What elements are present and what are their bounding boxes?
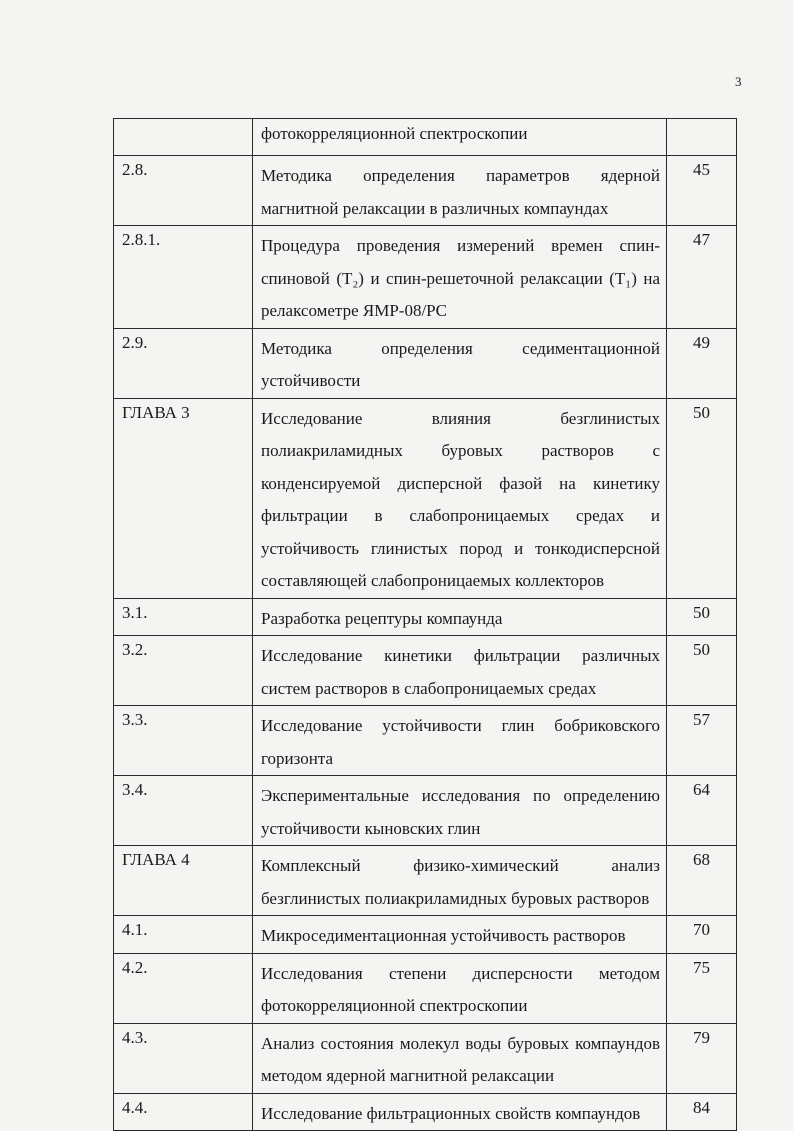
toc-section-title: Анализ состояния молекул воды буровых компаундов методом ядерной магнитной релаксации	[261, 1033, 660, 1085]
toc-section-number: ГЛАВА 4	[114, 846, 253, 916]
toc-row	[114, 916, 737, 954]
toc-row	[114, 1023, 737, 1093]
toc-section-number: 3.4.	[114, 776, 253, 846]
toc-row	[114, 598, 737, 636]
toc-section-title-cell	[253, 706, 667, 776]
toc-row	[114, 328, 737, 398]
toc-section-number: 4.3.	[114, 1023, 253, 1093]
toc-row	[114, 953, 737, 1023]
toc-section-title: Методика определения параметров ядерной магнитной релаксации в различных компаундах	[261, 166, 660, 218]
toc-section-title-cell	[253, 1023, 667, 1093]
toc-row	[114, 706, 737, 776]
toc-row	[114, 156, 737, 226]
toc-page-number: 50	[667, 636, 737, 706]
toc-row	[114, 636, 737, 706]
toc-section-title: фотокорреляционной спектроскопии	[261, 124, 528, 143]
toc-section-title-cell	[253, 598, 667, 636]
toc-section-title-cell	[253, 916, 667, 954]
toc-section-number: 4.2.	[114, 953, 253, 1023]
toc-section-title: Микроседиментационная устойчивость растворов	[261, 926, 626, 945]
toc-section-title-cell	[253, 776, 667, 846]
toc-page-number: 75	[667, 953, 737, 1023]
toc-page-number: 84	[667, 1093, 737, 1131]
toc-page-number: 50	[667, 398, 737, 598]
toc-page-number: 50	[667, 598, 737, 636]
toc-page-number	[667, 119, 737, 156]
toc-section-title-cell	[253, 953, 667, 1023]
toc-section-title: Экспериментальные исследования по определению устойчивости кыновских глин	[261, 786, 660, 838]
toc-section-number: 3.1.	[114, 598, 253, 636]
toc-section-number: ГЛАВА 3	[114, 398, 253, 598]
toc-row	[114, 776, 737, 846]
toc-section-title: Исследования степени дисперсности методом фотокорреляционной спектроскопии	[261, 963, 660, 1015]
toc-page-number: 64	[667, 776, 737, 846]
toc-section-number: 2.8.	[114, 156, 253, 226]
toc-section-title-cell	[253, 636, 667, 706]
toc-row	[114, 119, 737, 156]
toc-section-title: Исследование устойчивости глин бобриковского горизонта	[261, 716, 660, 768]
toc-page-number: 68	[667, 846, 737, 916]
toc-section-number	[114, 119, 253, 156]
toc-row	[114, 1093, 737, 1131]
toc-section-title-cell	[253, 1093, 667, 1131]
toc-section-title-cell	[253, 119, 667, 156]
toc-page-number: 47	[667, 226, 737, 329]
toc-section-number: 4.4.	[114, 1093, 253, 1131]
toc-section-title-cell	[253, 226, 667, 329]
toc-section-title: Исследование кинетики фильтрации различных систем растворов в слабопроницаемых средах	[261, 646, 660, 698]
toc-section-title: Комплексный физико-химический анализ безглинистых полиакриламидных буровых растворов	[261, 856, 660, 908]
toc-row	[114, 398, 737, 598]
toc-page-number: 45	[667, 156, 737, 226]
toc-section-title: Исследование влияния безглинистых полиакриламидных буровых растворов с конденсируемой дисперсной фазой на кинетику фильтрации в слабопроницаемых средах и устойчивость глинистых пород и тонкодисперсной составляющей слабопроницаемых коллекторов	[261, 408, 660, 590]
toc-section-title-cell	[253, 328, 667, 398]
toc-section-title: Разработка рецептуры компаунда	[261, 608, 503, 628]
toc-section-number: 3.3.	[114, 706, 253, 776]
toc-section-title: Методика определения седиментационной устойчивости	[261, 338, 660, 390]
toc-section-title: Исследование фильтрационных свойств компаундов	[261, 1103, 641, 1123]
table-of-contents	[113, 118, 737, 1131]
page-number: 3	[735, 74, 742, 89]
toc-page-number: 57	[667, 706, 737, 776]
toc-section-title: Процедура проведения измерений времен спин-спиновой (T₂) и спин-решеточной релаксации (T₁) на релаксометре ЯМР-08/PC	[261, 236, 660, 320]
toc-section-title-cell	[253, 398, 667, 598]
toc-row	[114, 846, 737, 916]
toc-page-number: 49	[667, 328, 737, 398]
toc-page-number: 79	[667, 1023, 737, 1093]
toc-row	[114, 226, 737, 329]
toc-section-number: 3.2.	[114, 636, 253, 706]
toc-section-title-cell	[253, 846, 667, 916]
toc-section-number: 2.9.	[114, 328, 253, 398]
toc-section-number: 4.1.	[114, 916, 253, 954]
toc-section-number: 2.8.1.	[114, 226, 253, 329]
toc-page-number: 70	[667, 916, 737, 954]
toc-section-title-cell	[253, 156, 667, 226]
